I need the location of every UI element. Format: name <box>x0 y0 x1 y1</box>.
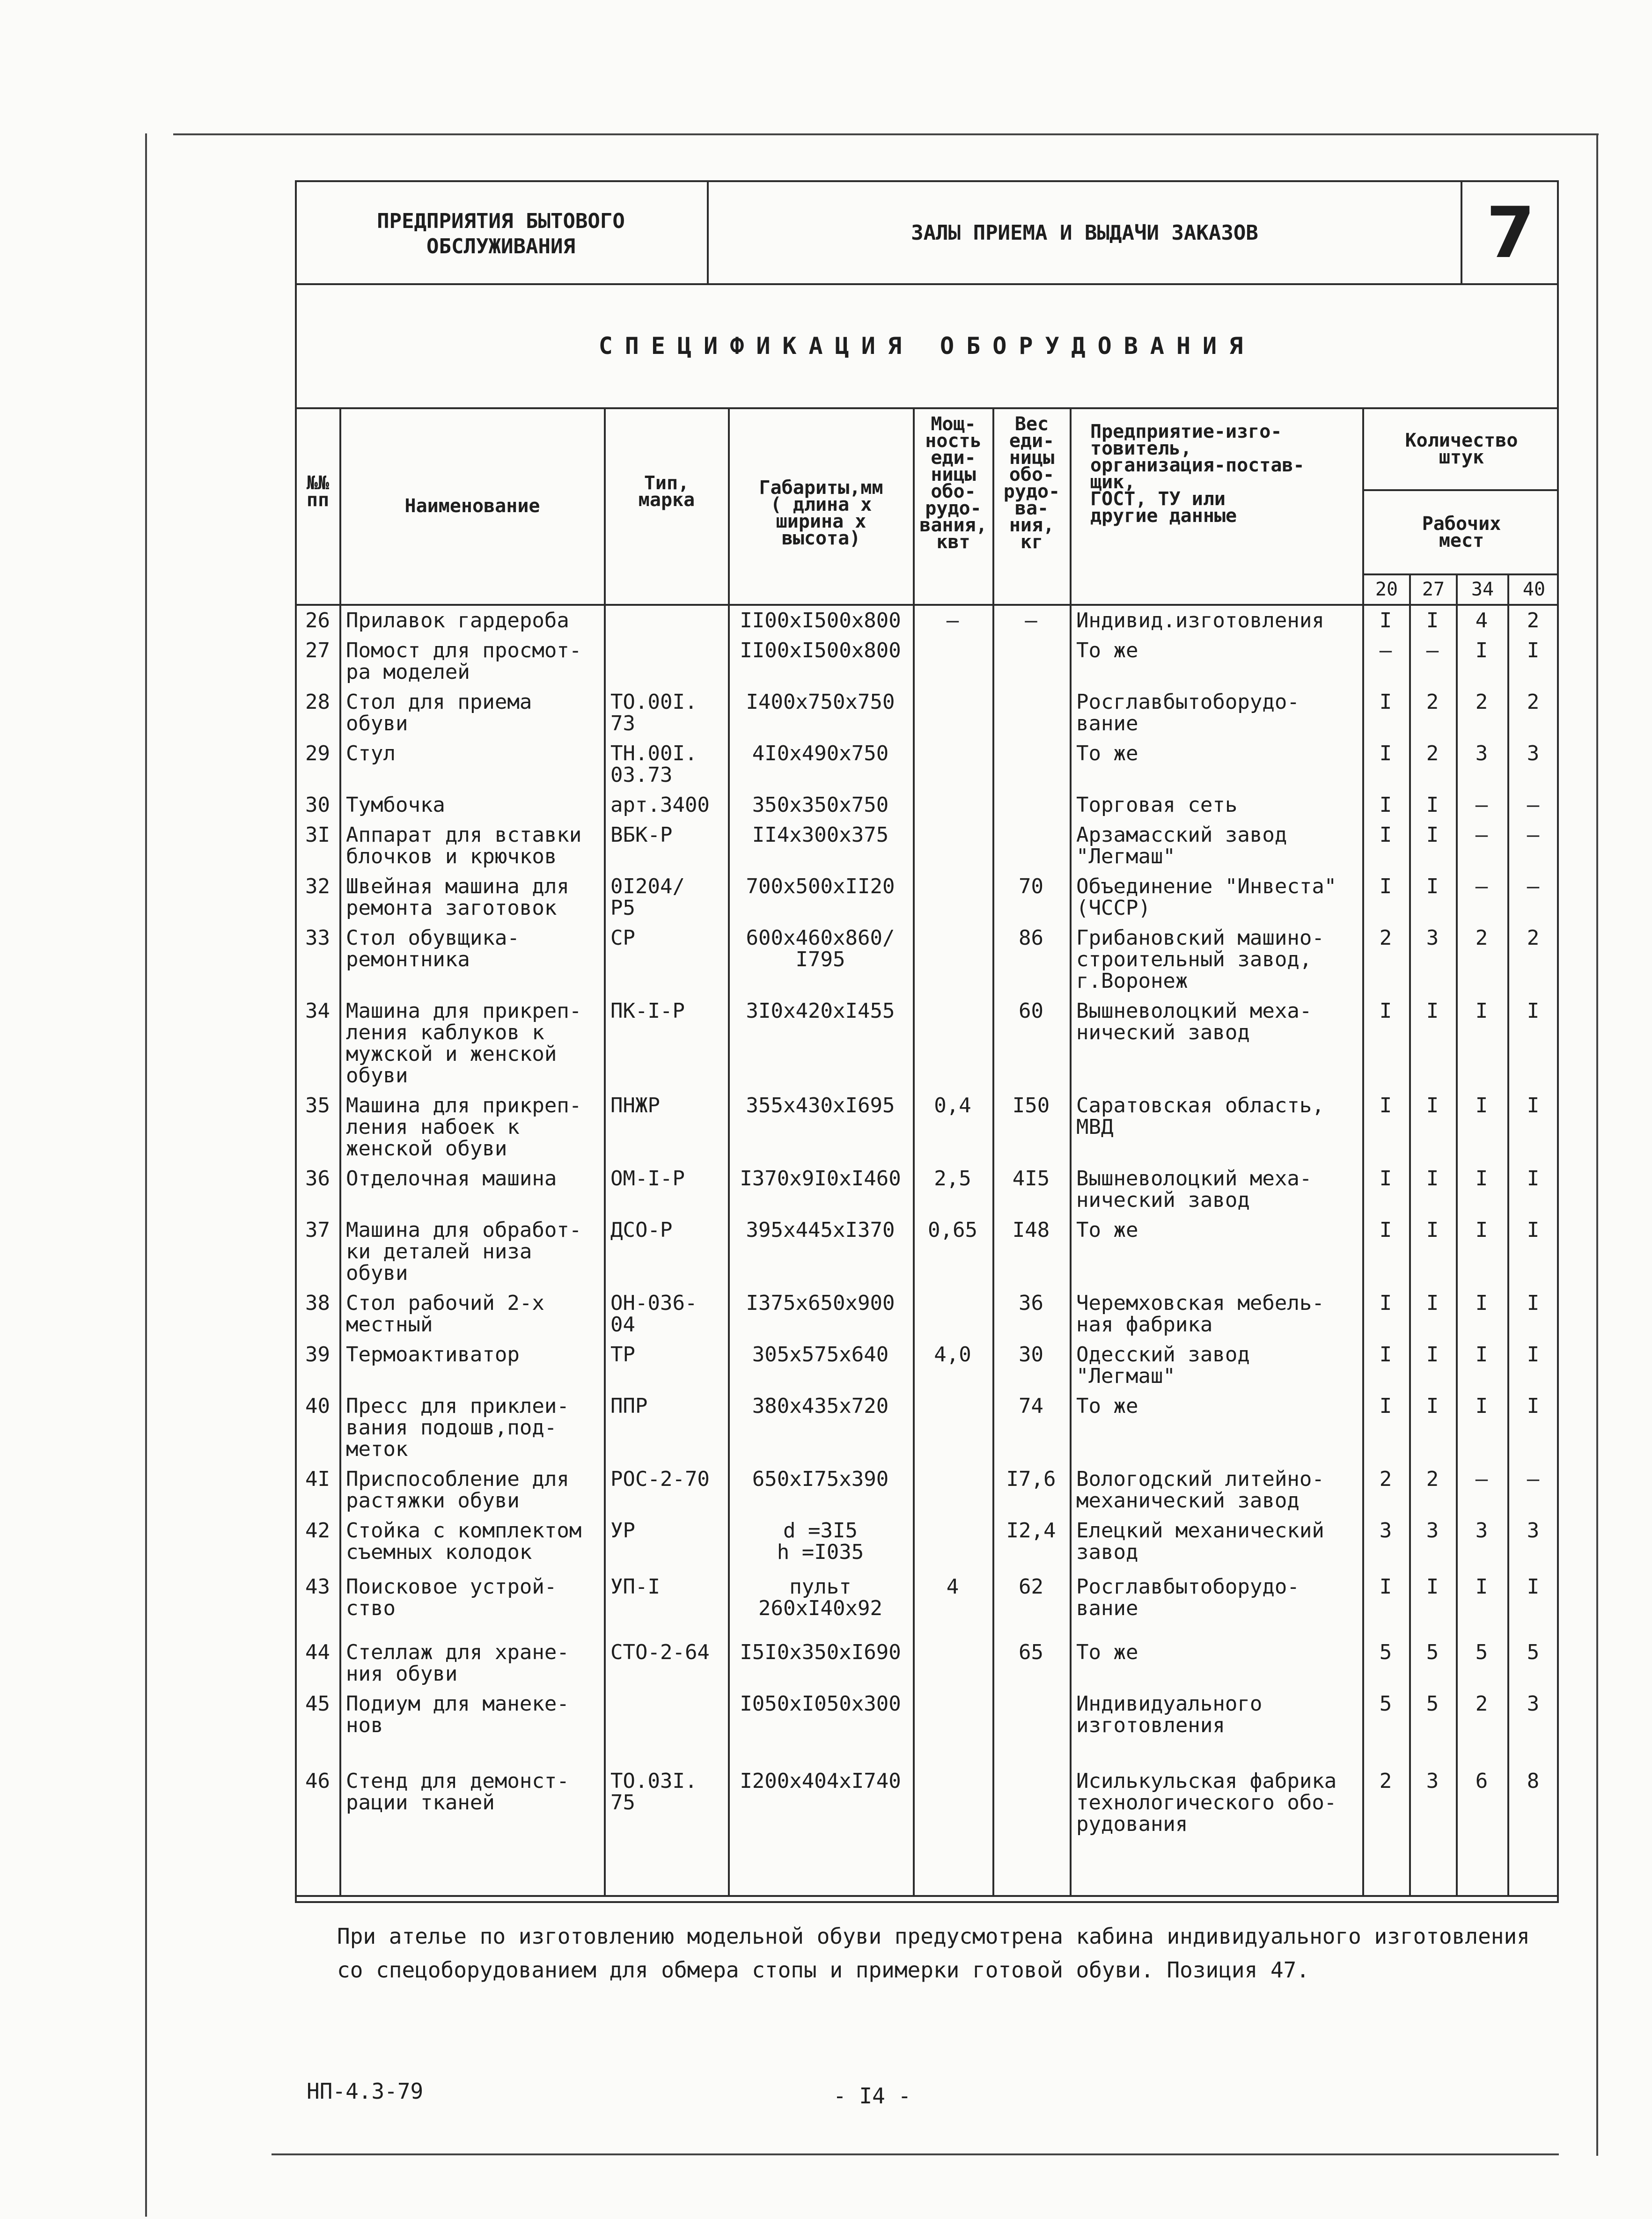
row-qty-27: I <box>1426 609 1439 632</box>
row-qty-34: I <box>1475 1291 1488 1315</box>
frame-bottom <box>272 2153 1559 2155</box>
row-qty-27: I <box>1426 999 1439 1023</box>
frame-top <box>173 133 1599 135</box>
row-qty-20: I <box>1379 1394 1392 1418</box>
row-qty-40: 2 <box>1527 926 1540 950</box>
row-qty-34: I <box>1475 1167 1488 1190</box>
row-maker: Елецкий механический завод <box>1076 1519 1324 1564</box>
row-power <box>913 821 992 872</box>
row-qty-40: I <box>1527 1167 1540 1190</box>
row-qty-40: – <box>1527 793 1540 817</box>
sheet-number: 7 <box>1486 192 1535 274</box>
row-name: Тумбочка <box>346 793 445 817</box>
row-dims: 395x445xI370 <box>746 1218 895 1242</box>
row-dims: 3I0x420xI455 <box>746 999 895 1023</box>
row-name: Стол для приема обуви <box>346 690 532 735</box>
table-bottom-line <box>295 1895 1559 1897</box>
row-qty-34: – <box>1475 1467 1488 1491</box>
row-name: Стеллаж для хране- ния обуви <box>346 1640 569 1686</box>
row-power <box>913 1516 992 1572</box>
row-type: ТН.00I. 03.73 <box>610 742 698 787</box>
table-row <box>295 1216 1559 1289</box>
row-qty-27: I <box>1426 1167 1439 1190</box>
row-qty-27: 5 <box>1426 1640 1439 1664</box>
frame-left <box>145 133 147 2217</box>
spec-title: СПЕЦИФИКАЦИЯ ОБОРУДОВАНИЯ <box>598 332 1256 360</box>
row-qty-27: I <box>1426 1343 1439 1367</box>
table-row <box>295 739 1559 791</box>
row-dims: II00xI500x800 <box>740 609 901 632</box>
row-qty-40: I <box>1527 639 1540 662</box>
row-no: 43 <box>305 1575 330 1599</box>
row-weight: 60 <box>1019 999 1043 1023</box>
row-power <box>913 1392 992 1465</box>
row-name: Машина для прикреп- ления набоек к женской обуви <box>346 1094 582 1161</box>
row-no: 35 <box>305 1094 330 1117</box>
table-row <box>295 1164 1559 1216</box>
row-power: 0,4 <box>934 1094 971 1117</box>
row-qty-20: I <box>1379 874 1392 898</box>
row-maker: Вышневолоцкий меха- нический завод <box>1076 999 1312 1044</box>
row-maker: То же <box>1076 639 1138 662</box>
row-dims: I050xI050x300 <box>740 1692 901 1716</box>
row-power <box>913 997 992 1091</box>
row-no: 42 <box>305 1519 330 1543</box>
row-qty-40: – <box>1527 874 1540 898</box>
row-weight: I48 <box>1012 1218 1050 1242</box>
row-type: арт.3400 <box>610 793 710 817</box>
row-dims: d =3I5 h =I035 <box>777 1519 864 1564</box>
row-name: Стойка с комплектом съемных колодок <box>346 1519 582 1564</box>
colhead-power: Мощ- ность еди- ницы обо- рудо- вания, квт <box>919 413 987 553</box>
row-name: Термоактиватор <box>346 1343 520 1367</box>
frame-right <box>1596 133 1598 2156</box>
colhead-dims: Габариты,мм ( длина x ширина x высота) <box>759 477 883 549</box>
table-row <box>295 997 1559 1091</box>
table-row <box>295 1690 1559 1767</box>
row-qty-20: I <box>1379 999 1392 1023</box>
row-weight: 36 <box>1019 1291 1043 1315</box>
row-name: Стол рабочий 2-х местный <box>346 1291 544 1337</box>
row-qty-34: 2 <box>1475 1692 1488 1716</box>
row-qty-34: I <box>1475 1394 1488 1418</box>
row-qty-34: – <box>1475 823 1488 847</box>
table-row <box>295 1091 1559 1164</box>
row-maker: Индивидуального изготовления <box>1076 1692 1263 1737</box>
row-weight: 74 <box>1019 1394 1043 1418</box>
row-no: 26 <box>305 609 330 632</box>
row-type: ОН-036- 04 <box>610 1291 698 1337</box>
row-weight <box>992 791 1070 821</box>
row-qty-20: I <box>1379 1094 1392 1117</box>
row-weight: 30 <box>1019 1343 1043 1367</box>
row-no: 45 <box>305 1692 330 1716</box>
row-name: Подиум для манеке- нов <box>346 1692 569 1737</box>
row-name: Поисковое устрой- ство <box>346 1575 557 1620</box>
colhead-bottom-line <box>295 604 1559 606</box>
row-name: Аппарат для вставки блочков и крючков <box>346 823 582 868</box>
row-weight <box>992 1767 1070 1860</box>
row-maker: То же <box>1076 1218 1138 1242</box>
row-power <box>913 739 992 791</box>
row-dims: 650xI75x390 <box>752 1467 889 1491</box>
table-row <box>295 1572 1559 1638</box>
row-no: 32 <box>305 874 330 898</box>
row-qty-40: I <box>1527 1291 1540 1315</box>
row-qty-27: I <box>1426 1291 1439 1315</box>
row-type <box>604 636 728 688</box>
row-name: Отделочная машина <box>346 1167 557 1190</box>
row-type <box>604 1690 728 1767</box>
row-qty-27: 3 <box>1426 1519 1439 1543</box>
table-row <box>295 791 1559 821</box>
row-power <box>913 636 992 688</box>
row-type: ТР <box>610 1343 635 1367</box>
table-row <box>295 1638 1559 1690</box>
row-qty-34: 5 <box>1475 1640 1488 1664</box>
row-qty-27: – <box>1426 639 1439 662</box>
row-qty-40: I <box>1527 1575 1540 1599</box>
row-qty-34: 6 <box>1475 1769 1488 1793</box>
row-qty-20: I <box>1379 742 1392 765</box>
row-maker: То же <box>1076 1640 1138 1664</box>
row-qty-20: I <box>1379 1575 1392 1599</box>
row-weight: 4I5 <box>1012 1167 1050 1190</box>
row-power <box>913 1767 992 1860</box>
row-dims: 700x500xII20 <box>746 874 895 898</box>
table-row <box>295 1289 1559 1340</box>
row-qty-20: I <box>1379 1343 1392 1367</box>
row-qty-20: 2 <box>1379 1467 1392 1491</box>
colhead-workplaces: Рабочих мест <box>1422 513 1501 551</box>
row-qty-34: I <box>1475 999 1488 1023</box>
row-no: 38 <box>305 1291 330 1315</box>
row-dims: пульт 260xI40x92 <box>758 1575 882 1620</box>
row-power: 4 <box>946 1575 959 1599</box>
row-no: 33 <box>305 926 330 950</box>
row-maker: Одесский завод "Легмаш" <box>1076 1343 1250 1388</box>
row-qty-27: 2 <box>1426 690 1439 714</box>
colhead-qty: Количество штук <box>1405 430 1518 468</box>
row-maker: Черемховская мебель- ная фабрика <box>1076 1291 1324 1337</box>
row-weight <box>992 636 1070 688</box>
colhead-maker: Предприятие-изго- товитель, организация-постав- щик, ГОСТ, ТУ или другие данные <box>1090 421 1305 527</box>
row-name: Приспособление для растяжки обуви <box>346 1467 569 1513</box>
row-power <box>913 1465 992 1516</box>
row-maker: Росглавбытоборудо- вание <box>1076 690 1300 735</box>
row-weight: 86 <box>1019 926 1043 950</box>
row-name: Стул <box>346 742 396 765</box>
row-maker: Арзамасский завод "Легмаш" <box>1076 823 1287 868</box>
table-row <box>295 606 1559 636</box>
row-name: Машина для обработ- ки деталей низа обуви <box>346 1218 582 1285</box>
row-weight: I2,4 <box>1006 1519 1056 1543</box>
table-row <box>295 1465 1559 1516</box>
row-maker: То же <box>1076 742 1138 765</box>
row-weight <box>992 739 1070 791</box>
row-qty-20: I <box>1379 823 1392 847</box>
colhead-no: №№ пп <box>306 472 330 511</box>
row-qty-34: I <box>1475 1575 1488 1599</box>
row-qty-20: I <box>1379 690 1392 714</box>
row-no: 40 <box>305 1394 330 1418</box>
row-maker: Саратовская область, МВД <box>1076 1094 1324 1139</box>
row-qty-40: 2 <box>1527 609 1540 632</box>
row-type: ТО.00I. 73 <box>610 690 698 735</box>
table-row <box>295 924 1559 997</box>
row-qty-27: I <box>1426 874 1439 898</box>
row-weight: 70 <box>1019 874 1043 898</box>
row-qty-27: 3 <box>1426 1769 1439 1793</box>
row-dims: I5I0x350xI690 <box>740 1640 901 1664</box>
header-left-title: ПРЕДПРИЯТИЯ БЫТОВОГО ОБСЛУЖИВАНИЯ <box>377 209 625 258</box>
row-power <box>913 688 992 739</box>
row-dims: I200x404xI740 <box>740 1769 901 1793</box>
footer-page-number: - I4 - <box>833 2083 911 2109</box>
row-qty-40: 3 <box>1527 742 1540 765</box>
row-qty-40: 5 <box>1527 1640 1540 1664</box>
row-power <box>913 872 992 924</box>
row-maker: Вологодский литейно- механический завод <box>1076 1467 1324 1513</box>
row-name: Прилавок гардероба <box>346 609 569 632</box>
row-no: 44 <box>305 1640 330 1664</box>
row-no: 34 <box>305 999 330 1023</box>
row-qty-20: 5 <box>1379 1692 1392 1716</box>
row-power <box>913 924 992 997</box>
row-type: УР <box>610 1519 635 1543</box>
row-no: 27 <box>305 639 330 662</box>
row-maker: Исилькульская фабрика технологического обо- рудования <box>1076 1769 1337 1836</box>
row-no: 30 <box>305 793 330 817</box>
row-name: Стенд для демонст- рации тканей <box>346 1769 569 1815</box>
table-row <box>295 1767 1559 1860</box>
header-center-title: ЗАЛЫ ПРИЕМА И ВЫДАЧИ ЗАКАЗОВ <box>911 220 1258 245</box>
note-text: При ателье по изготовлению модельной обуви предусмотрена кабина индивидуального изготовления со спецоборудованием для обмера стопы и примерки готовой обуви. Позиция 47. <box>337 1924 1530 1983</box>
row-dims: 350x350x750 <box>752 793 889 817</box>
row-qty-27: 5 <box>1426 1692 1439 1716</box>
table-row <box>295 1392 1559 1465</box>
row-qty-20: – <box>1379 639 1392 662</box>
row-power: 0,65 <box>928 1218 977 1242</box>
row-name: Помост для просмот- ра моделей <box>346 639 582 684</box>
row-maker: Объединение "Инвеста" (ЧССР) <box>1076 874 1337 920</box>
row-qty-27: I <box>1426 1575 1439 1599</box>
row-qty-34: 3 <box>1475 1519 1488 1543</box>
row-weight: I7,6 <box>1006 1467 1056 1491</box>
spec-table <box>295 606 1559 1860</box>
row-type: УП-I <box>610 1575 660 1599</box>
row-qty-27: I <box>1426 1094 1439 1117</box>
row-qty-20: I <box>1379 1218 1392 1242</box>
row-type: СТО-2-64 <box>610 1640 710 1664</box>
row-dims: I400x750x750 <box>746 690 895 714</box>
row-qty-40: 3 <box>1527 1519 1540 1543</box>
row-dims: 355x430xI695 <box>746 1094 895 1117</box>
table-row <box>295 821 1559 872</box>
row-qty-40: I <box>1527 999 1540 1023</box>
row-qty-34: I <box>1475 639 1488 662</box>
table-row <box>295 1516 1559 1572</box>
table-row <box>295 872 1559 924</box>
row-weight <box>992 821 1070 872</box>
row-no: 37 <box>305 1218 330 1242</box>
row-dims: I370x9I0xI460 <box>740 1167 901 1190</box>
row-qty-27: I <box>1426 1218 1439 1242</box>
row-power: 2,5 <box>934 1167 971 1190</box>
row-no: 3I <box>305 823 330 847</box>
row-qty-20: I <box>1379 609 1392 632</box>
row-power: – <box>946 609 959 632</box>
row-type <box>604 606 728 636</box>
row-name: Швейная машина для ремонта заготовок <box>346 874 569 920</box>
row-dims: 4I0x490x750 <box>752 742 889 765</box>
row-qty-34: – <box>1475 874 1488 898</box>
row-type: ОМ-I-Р <box>610 1167 685 1190</box>
row-qty-40: I <box>1527 1394 1540 1418</box>
row-maker: То же <box>1076 1394 1138 1418</box>
row-qty-27: 2 <box>1426 1467 1439 1491</box>
row-qty-20: 3 <box>1379 1519 1392 1543</box>
row-qty-27: I <box>1426 793 1439 817</box>
row-weight: 62 <box>1019 1575 1043 1599</box>
row-qty-20: I <box>1379 1291 1392 1315</box>
row-type: ПК-I-Р <box>610 999 685 1023</box>
row-qty-20: I <box>1379 793 1392 817</box>
row-dims: II4x300x375 <box>752 823 889 847</box>
row-no: 36 <box>305 1167 330 1190</box>
row-qty-27: 2 <box>1426 742 1439 765</box>
row-type: ПНЖР <box>610 1094 660 1117</box>
row-maker: Грибановский машино- строительный завод, г.Воронеж <box>1076 926 1324 993</box>
row-qty-20: 2 <box>1379 1769 1392 1793</box>
row-maker: Торговая сеть <box>1076 793 1238 817</box>
row-dims: II00xI500x800 <box>740 639 901 662</box>
row-name: Машина для прикреп- ления каблуков к мужской и женской обуви <box>346 999 582 1087</box>
row-qty-20: 5 <box>1379 1640 1392 1664</box>
colhead-q27: 27 <box>1422 579 1445 600</box>
row-maker: Вышневолоцкий меха- нический завод <box>1076 1167 1312 1212</box>
row-no: 39 <box>305 1343 330 1367</box>
row-type: ТО.03I. 75 <box>610 1769 698 1815</box>
table-row <box>295 636 1559 688</box>
row-qty-34: I <box>1475 1343 1488 1367</box>
row-type: 0I204/ Р5 <box>610 874 685 920</box>
row-qty-34: 2 <box>1475 926 1488 950</box>
row-weight: – <box>1025 609 1037 632</box>
row-power <box>913 1690 992 1767</box>
header-bottom-line <box>295 283 1559 285</box>
spec-table-body <box>295 606 1559 1860</box>
row-name: Стол обувщика- ремонтника <box>346 926 520 971</box>
row-qty-40: I <box>1527 1343 1540 1367</box>
colhead-q40: 40 <box>1522 579 1546 600</box>
row-weight: I50 <box>1012 1094 1050 1117</box>
colhead-weight: Вес еди- ницы обо- рудо- ва- ния, кг <box>1003 413 1060 553</box>
row-qty-40: 3 <box>1527 1692 1540 1716</box>
row-dims: 305x575x640 <box>752 1343 889 1367</box>
row-qty-34: 2 <box>1475 690 1488 714</box>
row-dims: I375x650x900 <box>746 1291 895 1315</box>
row-no: 29 <box>305 742 330 765</box>
row-qty-40: 2 <box>1527 690 1540 714</box>
row-maker: Росглавбытоборудо- вание <box>1076 1575 1300 1620</box>
row-type: РОС-2-70 <box>610 1467 710 1491</box>
row-qty-27: 3 <box>1426 926 1439 950</box>
row-dims: 380x435x720 <box>752 1394 889 1418</box>
row-qty-20: 2 <box>1379 926 1392 950</box>
row-no: 46 <box>305 1769 330 1793</box>
row-qty-40: – <box>1527 1467 1540 1491</box>
row-no: 4I <box>305 1467 330 1491</box>
row-maker: Индивид.изготовления <box>1076 609 1324 632</box>
row-weight <box>992 1690 1070 1767</box>
row-power <box>913 1289 992 1340</box>
row-qty-27: I <box>1426 823 1439 847</box>
row-qty-40: 8 <box>1527 1769 1540 1793</box>
row-power <box>913 1638 992 1690</box>
footer-code: НП-4.3-79 <box>307 2079 424 2104</box>
row-qty-40: – <box>1527 823 1540 847</box>
row-no: 28 <box>305 690 330 714</box>
row-weight: 65 <box>1019 1640 1043 1664</box>
row-qty-34: 4 <box>1475 609 1488 632</box>
colhead-q34: 34 <box>1471 579 1494 600</box>
row-qty-20: I <box>1379 1167 1392 1190</box>
colhead-name: Наименование <box>404 495 540 517</box>
row-type: ВБК-Р <box>610 823 673 847</box>
colhead-type: Тип, марка <box>638 472 695 511</box>
table-row <box>295 688 1559 739</box>
row-name: Пресс для приклеи- вания подошв,под- меток <box>346 1394 569 1461</box>
row-weight <box>992 688 1070 739</box>
row-qty-34: 3 <box>1475 742 1488 765</box>
row-type: СР <box>610 926 635 950</box>
row-qty-40: I <box>1527 1094 1540 1117</box>
row-power: 4,0 <box>934 1343 971 1367</box>
row-qty-34: – <box>1475 793 1488 817</box>
table-row <box>295 1340 1559 1392</box>
row-power <box>913 791 992 821</box>
row-type: ППР <box>610 1394 648 1418</box>
colhead-q20: 20 <box>1375 579 1398 600</box>
row-qty-34: I <box>1475 1218 1488 1242</box>
row-qty-40: I <box>1527 1218 1540 1242</box>
row-dims: 600x460x860/ I795 <box>746 926 895 971</box>
row-qty-27: I <box>1426 1394 1439 1418</box>
row-type: ДСО-Р <box>610 1218 673 1242</box>
row-qty-34: I <box>1475 1094 1488 1117</box>
